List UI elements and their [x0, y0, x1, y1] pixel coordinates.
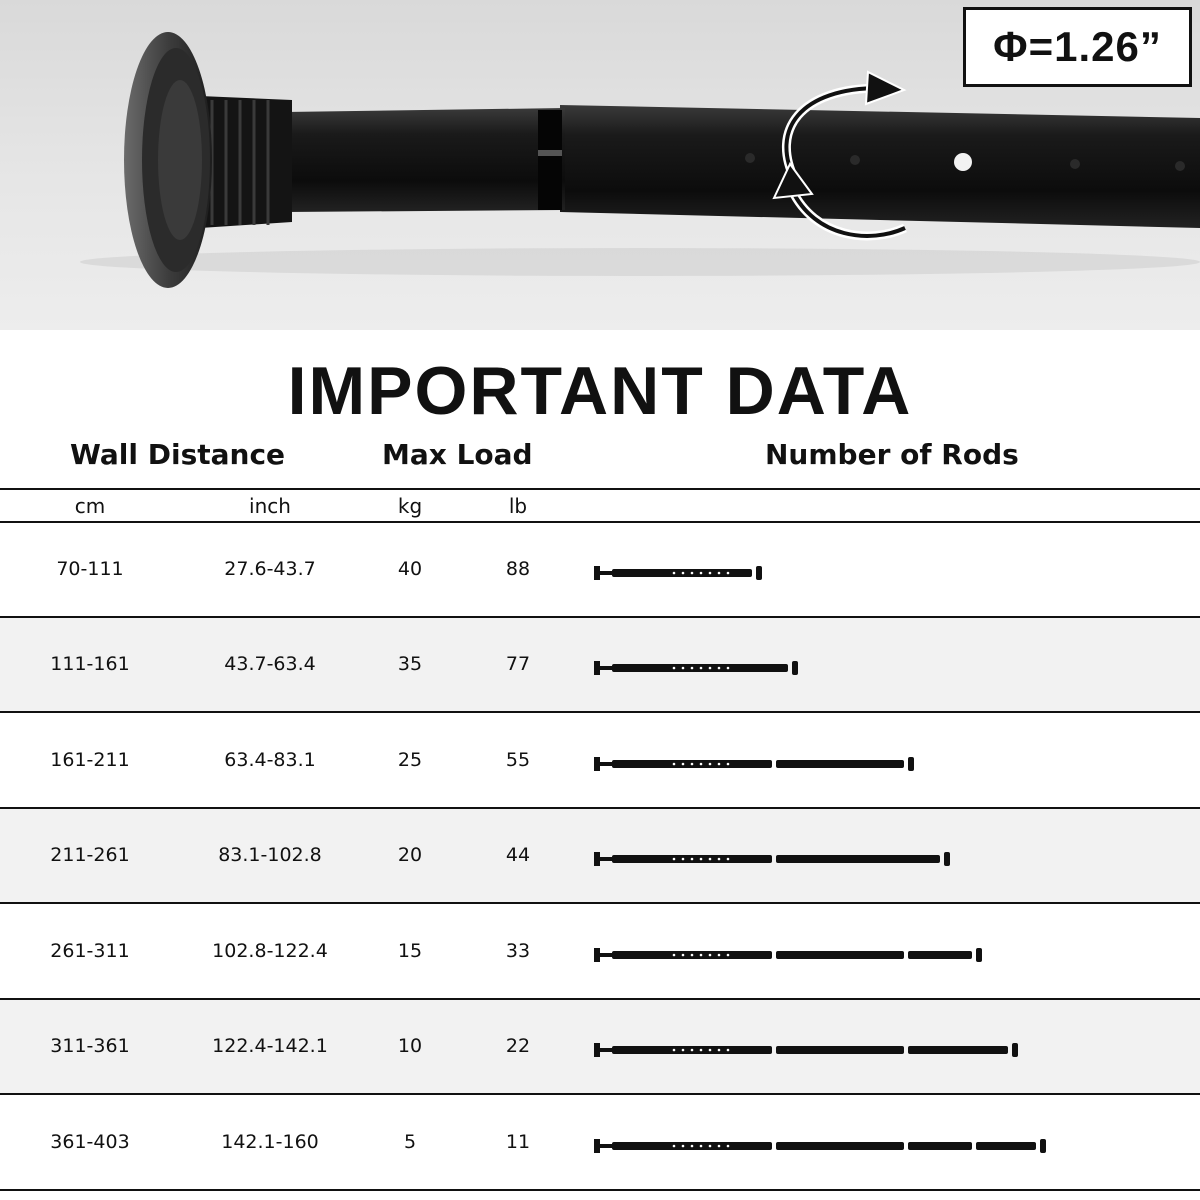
row-divider	[0, 1093, 1200, 1095]
rod-end-cap-right	[908, 757, 914, 771]
page-title: IMPORTANT DATA	[287, 353, 913, 429]
table-row	[0, 1096, 1200, 1189]
rod-end-cap-right	[976, 948, 982, 962]
cell-max-load-kg: 10	[397, 1035, 423, 1057]
header-max-load: Max Load	[382, 438, 533, 471]
rod-segment	[776, 1142, 904, 1150]
cell-max-load-lb: 33	[505, 940, 531, 962]
cell-wall-distance-cm: 161-211	[50, 749, 130, 771]
rod-end-cap-left	[594, 566, 600, 580]
rod-end-cap-right	[944, 852, 950, 866]
rod-diagram	[590, 618, 1170, 711]
rod-segment	[908, 1046, 1008, 1054]
rod-segment	[976, 1142, 1036, 1150]
row-divider	[0, 1189, 1200, 1191]
cell-max-load-kg: 15	[397, 940, 423, 962]
rod-segment	[908, 1142, 972, 1150]
units-row	[0, 492, 1200, 522]
cell-wall-distance-cm: 211-261	[50, 844, 130, 866]
table-row	[0, 809, 1200, 902]
rod-end-cap-left	[594, 757, 600, 771]
rod-diagram	[590, 809, 1170, 902]
cell-max-load-lb: 77	[505, 653, 531, 675]
table-row	[0, 714, 1200, 807]
header-wall-distance: Wall Distance	[70, 438, 286, 471]
unit-cm: cm	[74, 494, 106, 518]
cell-wall-distance-cm: 261-311	[50, 940, 130, 962]
table-row	[0, 1000, 1200, 1093]
cell-wall-distance-cm: 70-111	[56, 558, 124, 580]
rod-end-cap-left	[594, 1139, 600, 1153]
rod-diagram	[590, 1000, 1170, 1093]
cell-max-load-kg: 35	[397, 653, 423, 675]
rod-end-cap-left	[594, 661, 600, 675]
cell-max-load-lb: 44	[505, 844, 531, 866]
cell-max-load-kg: 20	[397, 844, 423, 866]
cell-wall-distance-cm: 311-361	[50, 1035, 130, 1057]
header-number-of-rods: Number of Rods	[765, 438, 1019, 471]
rod-segment	[776, 855, 940, 863]
table-row	[0, 523, 1200, 616]
cell-wall-distance-inch: 83.1-102.8	[218, 844, 322, 866]
table-row	[0, 905, 1200, 998]
cell-wall-distance-inch: 122.4-142.1	[212, 1035, 328, 1057]
row-divider	[0, 902, 1200, 904]
rod-diagram	[590, 905, 1170, 998]
rod-end-cap-right	[1012, 1043, 1018, 1057]
cell-max-load-lb: 22	[505, 1035, 531, 1057]
cell-wall-distance-inch: 63.4-83.1	[224, 749, 316, 771]
rod-diagram	[590, 1096, 1170, 1189]
product-photo	[0, 0, 1200, 330]
cell-wall-distance-inch: 27.6-43.7	[224, 558, 316, 580]
cell-max-load-lb: 11	[505, 1131, 531, 1153]
cell-max-load-lb: 55	[505, 749, 531, 771]
rod-diagram	[590, 714, 1170, 807]
rod-end-cap-right	[756, 566, 762, 580]
rod-segment	[776, 1046, 904, 1054]
rod-diagram	[590, 523, 1170, 616]
cell-wall-distance-inch: 102.8-122.4	[212, 940, 328, 962]
diameter-label: Φ=1.26”	[963, 7, 1192, 87]
table-row	[0, 618, 1200, 711]
cell-wall-distance-cm: 361-403	[50, 1131, 130, 1153]
rod-end-cap-left	[594, 852, 600, 866]
unit-lb: lb	[508, 494, 528, 518]
cell-max-load-lb: 88	[505, 558, 531, 580]
rod-end-cap-left	[594, 948, 600, 962]
unit-kg: kg	[397, 494, 423, 518]
rod-end-cap-left	[594, 1043, 600, 1057]
rod-segment	[776, 951, 904, 959]
rod-segment	[908, 951, 972, 959]
cell-wall-distance-cm: 111-161	[50, 653, 130, 675]
header-divider	[0, 488, 1200, 490]
cell-wall-distance-inch: 142.1-160	[221, 1131, 319, 1153]
unit-inch: inch	[249, 494, 291, 518]
rod-end-cap-right	[1040, 1139, 1046, 1153]
row-divider	[0, 711, 1200, 713]
cell-wall-distance-inch: 43.7-63.4	[224, 653, 316, 675]
rod-end-cap-right	[792, 661, 798, 675]
cell-max-load-kg: 40	[397, 558, 423, 580]
cell-max-load-kg: 25	[397, 749, 423, 771]
rod-segment	[776, 760, 904, 768]
cell-max-load-kg: 5	[403, 1131, 417, 1153]
